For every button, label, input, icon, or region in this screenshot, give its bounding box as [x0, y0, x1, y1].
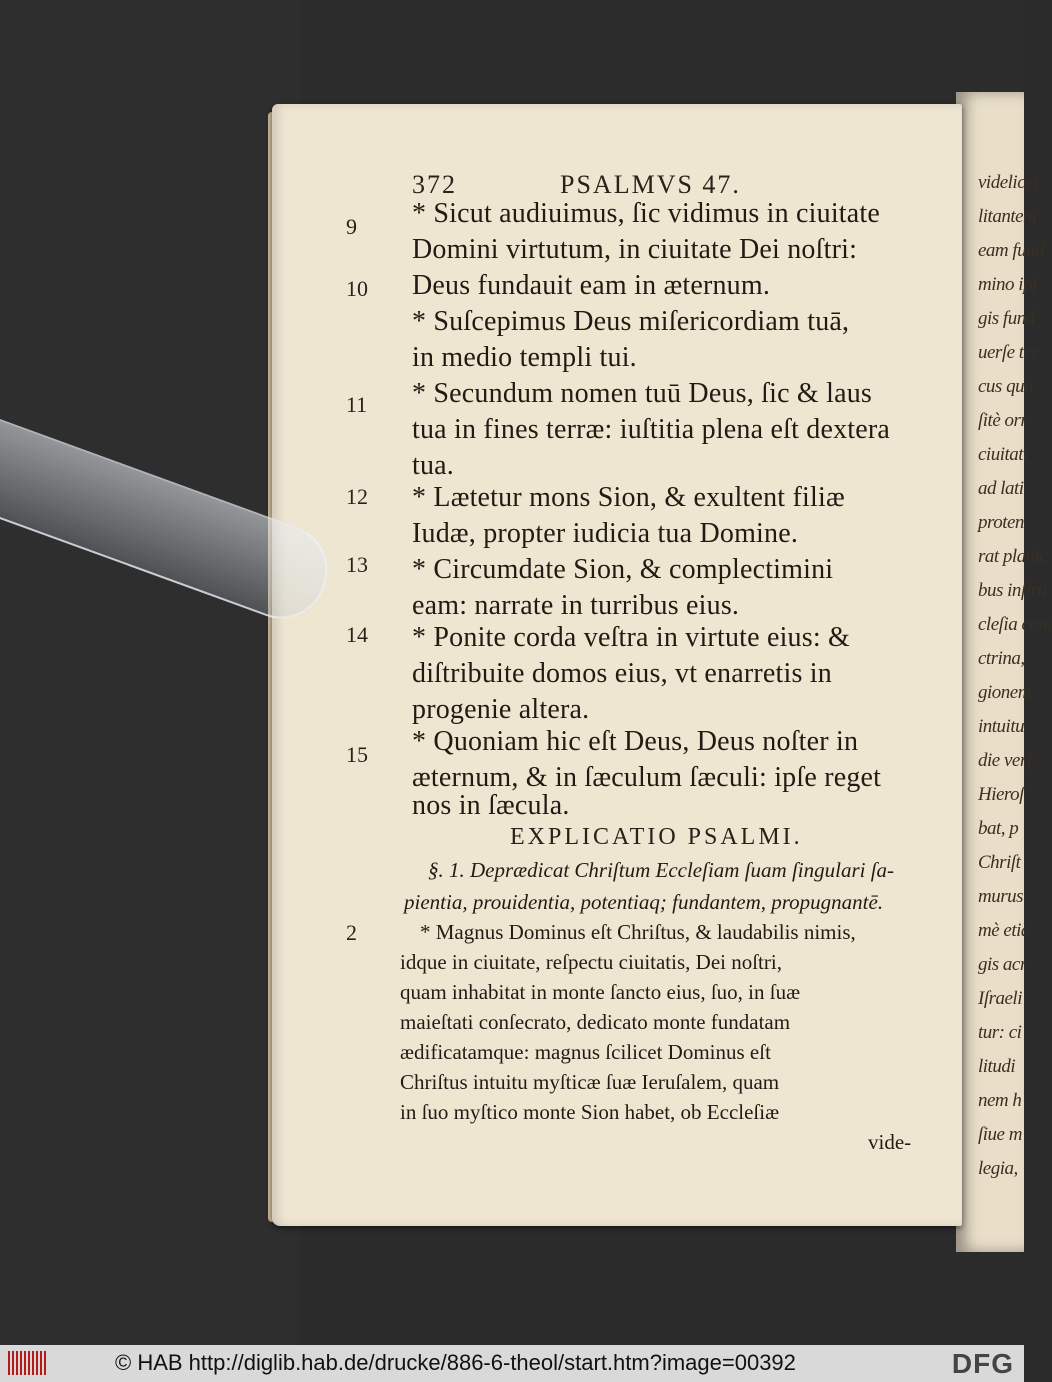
- next-page-line: gis fund: [978, 308, 1035, 329]
- verse-number: 2: [346, 920, 357, 945]
- verse-line: * Ponite corda veſtra in virtute eius: &: [412, 622, 851, 653]
- next-page-line: cus qua: [978, 376, 1034, 397]
- next-page-line: mè etia: [978, 920, 1030, 941]
- next-page-line: gionem: [978, 682, 1031, 703]
- next-page-line: litudi: [978, 1056, 1016, 1077]
- verse-number: 14: [346, 622, 368, 647]
- next-page-line: mino ipſ: [978, 274, 1037, 295]
- next-page-line: ad lati: [978, 478, 1024, 499]
- background-left: [0, 0, 300, 1345]
- next-page-line: bus inſtru: [978, 580, 1047, 601]
- verse-number: 13: [346, 552, 368, 577]
- verse-line: * Quoniam hic eſt Deus, Deus noſter in: [412, 726, 859, 757]
- hab-logo-icon: [8, 1351, 48, 1375]
- footer-bar: [0, 1345, 1024, 1382]
- catchword: vide-: [868, 1130, 912, 1154]
- next-page-line: proten: [978, 512, 1024, 533]
- commentary-line: * Magnus Dominus eſt Chriſtus, & laudabilis nimis,: [420, 920, 856, 944]
- next-page-line: eam fund: [978, 240, 1045, 261]
- dfg-logo: DFG: [951, 1348, 1014, 1379]
- summary-line: pientia, prouidentia, potentiaq; fundantem, propugnantē.: [404, 890, 884, 914]
- section-title: EXPLICATIO PSALMI.: [510, 824, 803, 850]
- commentary-line: Chriſtus intuitu myſticæ ſuæ Ieruſalem, quam: [400, 1070, 780, 1094]
- next-page-line: ciuitati: [978, 444, 1028, 465]
- next-page-line: legia,: [978, 1158, 1018, 1179]
- copyright-link[interactable]: © HAB http://diglib.hab.de/drucke/886-6-theol/start.htm?image=00392: [115, 1350, 796, 1375]
- verse-line: Deus fundauit eam in æternum.: [412, 270, 771, 301]
- verse-number: 12: [346, 484, 368, 509]
- verse-line: * Secundum nomen tuū Deus, ſic & laus: [412, 378, 873, 409]
- next-page-line: Hieroſ: [978, 784, 1024, 805]
- summary-line: §. 1. Deprædicat Chriſtum Eccleſiam ſuam ſingulari ſa-: [428, 858, 895, 882]
- next-page-line: Chriſt: [978, 852, 1021, 873]
- next-page-line: die verſ: [978, 750, 1032, 771]
- verse-line: * Sicut audiuimus, ſic vidimus in ciuitate: [412, 198, 881, 229]
- verse-line: progenie altera.: [412, 694, 590, 725]
- verse-line: Iudæ, propter iudicia tua Domine.: [412, 518, 799, 549]
- verse-number: 9: [346, 214, 357, 239]
- running-title: PSALMVS 47.: [560, 170, 741, 199]
- next-page-line: bat, p: [978, 818, 1019, 839]
- page-number: 372: [412, 170, 457, 199]
- verse-number: 15: [346, 742, 368, 767]
- next-page-line: nem h: [978, 1090, 1022, 1111]
- verse-line: Domini virtutum, in ciuitate Dei noſtri:: [412, 234, 858, 265]
- next-page-line: Iſraeli: [978, 988, 1022, 1009]
- next-page-line: murus: [978, 886, 1024, 907]
- verse-line: * Suſcepimus Deus miſericordiam tuā,: [412, 306, 850, 337]
- next-page-line: tur: ci: [978, 1022, 1022, 1043]
- commentary-line: in ſuo myſtico monte Sion habet, ob Eccleſiæ: [400, 1100, 780, 1124]
- next-page-line: gis acr: [978, 954, 1027, 975]
- verse-line: æternum, & in ſæculum ſæculi: ipſe reget: [412, 762, 882, 793]
- verse-line: tua.: [412, 450, 455, 481]
- commentary-line: maieſtati conſecrato, dedicato monte fundatam: [400, 1010, 791, 1034]
- verse-line: in medio templi tui.: [412, 342, 637, 373]
- verse-line: * Circumdate Sion, & complectimini: [412, 554, 834, 585]
- next-page-line: cleſia com: [978, 614, 1052, 635]
- next-page-line: rat planic: [978, 546, 1048, 567]
- commentary-line: ædificatamque: magnus ſcilicet Dominus eſt: [400, 1040, 771, 1064]
- next-page-line: uerſe ter: [978, 342, 1039, 363]
- commentary-line: idque in ciuitate, reſpectu ciuitatis, Dei noſtri,: [400, 950, 782, 974]
- verse-number: 11: [346, 392, 368, 417]
- next-page-line: videlicet: [978, 172, 1038, 193]
- verse-line: tua in fines terræ: iuſtitia plena eſt dextera: [412, 414, 891, 445]
- next-page-line: ſitè orr: [978, 410, 1028, 431]
- next-page-line: litantem: [978, 206, 1037, 227]
- next-page-line: ctrina,: [978, 648, 1025, 669]
- verse-line: diſtribuite domos eius, vt enarretis in: [412, 658, 832, 689]
- verse-line: * Lætetur mons Sion, & exultent filiæ: [412, 482, 845, 513]
- facing-page-edge: [956, 92, 1052, 1252]
- next-page-line: intuitu: [978, 716, 1025, 737]
- verse-line: nos in ſæcula.: [412, 790, 570, 821]
- verse-line: eam: narrate in turribus eius.: [412, 590, 740, 621]
- commentary-line: quam inhabitat in monte ſancto eius, ſuo, in ſuæ: [400, 980, 801, 1004]
- next-page-line: ſiue m: [978, 1124, 1022, 1145]
- verse-number: 10: [346, 276, 368, 301]
